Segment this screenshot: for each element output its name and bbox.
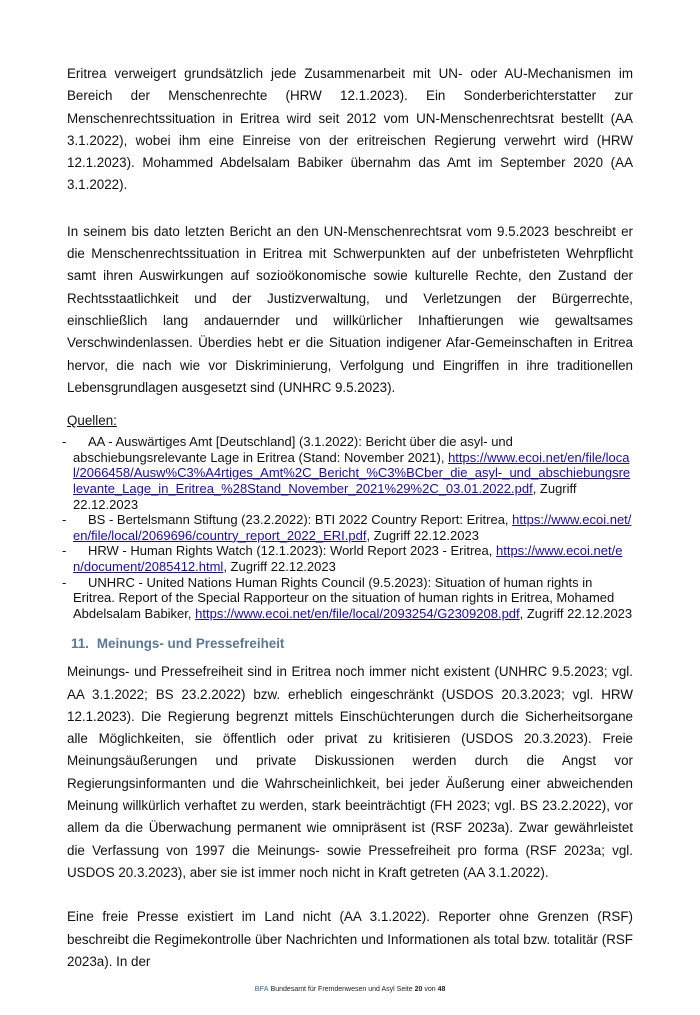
source-text: BS - Bertelsmann Stiftung (23.2.2022): BTI 2022 Country Report: Eritrea, [88, 512, 509, 528]
source-link[interactable]: https://www.ecoi.net/en/file/local/2093254/G2309208.pdf [195, 605, 520, 621]
sources-heading: Quellen: [67, 413, 117, 429]
source-item [62, 434, 633, 512]
page-footer [67, 985, 633, 995]
source-access: , Zugriff 22.12.2023 [366, 527, 479, 543]
list-dash: - [62, 574, 67, 590]
source-text: HRW - Human Rights Watch (12.1.2023): World Report 2023 - Eritrea, [88, 543, 493, 559]
footer-agency: Bundesamt für Fremdenwesen und Asyl [270, 986, 395, 994]
bfa-logo: BFA [254, 986, 269, 994]
section-number: 11. [71, 636, 89, 652]
footer-page-label: Seite [396, 986, 413, 994]
paragraph-special-rapporteur: Eritrea verweigert grundsätzlich jede Zusammenarbeit mit UN- oder AU-Mechanismen im Bereich der Menschenrechte (HRW 12.1.2023). Ein Sonderberichterstatter zur Menschenrechtssituation in Eritrea wird seit 2012 vom UN-Menschenrechtsrat bestellt (AA 3.1.2022), wobei ihm eine Einreise von der eritreischen Regierung verwehrt wird (HRW 12.1.2023). Mohammed Abdelsalam Babiker übernahm das Amt im September 2020 (AA 3.1.2022). [67, 66, 633, 193]
list-dash: - [62, 434, 67, 450]
list-dash: - [62, 512, 67, 528]
section-title: Meinungs- und Pressefreiheit [96, 636, 285, 652]
paragraph-freedom-of-expression: Meinungs- und Pressefreiheit sind in Eritrea noch immer nicht existent (UNHRC 9.5.2023; vgl. AA 3.1.2022; BS 23.2.2022) bzw. erheblich eingeschränkt (USDOS 20.3.2023; vgl. HRW 12.1.2023). Die Regierung begrenzt mittels Einschüchterungen durch die Sicherheitsorgane alle Möglichkeiten, sie öffentlich oder privat zu kritisieren (USDOS 20.3.2023). Freie Meinungsäußerungen und private Diskussionen werden durch die Angst vor Regierungsinformanten und die Wahrscheinlichkeit, bei jeder Äußerung einer abweichenden Meinung willkürlich verhaftet zu werden, stark beeinträchtigt (FH 2023; vgl. BS 23.2.2022), vor allem da die Überwachung permanent wie omnipräsent ist (RSF 2023a). Zwar gewährleistet die Verfassung von 1997 die Meinungs- sowie Pressefreiheit pro forma (RSF 2023a; vgl. USDOS 20.3.2023), aber sie ist immer noch nicht in Kraft getreten (AA 3.1.2022). [67, 664, 633, 880]
source-text: UNHRC - United Nations Human Rights Council (9.5.2023): Situation of human rights in Eritrea. Report of the Special Rapporteur on the situation of human rights in Eritrea, Mohamed Abdelsalam Babiker, [73, 574, 615, 621]
footer-page-number: 20 [414, 986, 423, 994]
source-link[interactable]: https://www.ecoi.net/en/file/local/2066458/Ausw%C3%A4rtiges_Amt%2C_Bericht_%C3%BCber_die_asyl-_und_abschiebungsrelevante_Lage_in_Eritrea_%28Stand_November_2021%29%2C_03.01.2022.pdf [73, 449, 631, 496]
source-access: , Zugriff 22.12.2023 [519, 605, 633, 621]
footer-of-label: von [424, 986, 436, 994]
source-item [62, 543, 633, 574]
footer-page-total: 48 [437, 986, 446, 994]
source-access: , Zugriff 22.12.2023 [73, 480, 577, 512]
source-link[interactable]: https://www.ecoi.net/en/file/local/2069696/country_report_2022_ERI.pdf [73, 512, 632, 543]
section-heading [71, 635, 633, 653]
source-item [62, 574, 633, 622]
paragraph-report: In seinem bis dato letzten Bericht an den UN-Menschenrechtsrat vom 9.5.2023 beschreibt er die Menschenrechtssituation in Eritrea mit Schwerpunkten auf der unbefristeten Wehrpflicht samt ihren Auswirkungen auf sozioökonomische sowie kulturelle Rechte, den Zustand der Rechtsstaatlichkeit und der Justizverwaltung, und Verletzungen der Bürgerrechte, einschließlich lang andauernder und willkürlicher Inhaftierungen wie gewaltsames Verschwindenlassen. Überdies hebt er die Situation indigener Afar-Gemeinschaften in Eritrea hervor, die nach wie vor Diskriminierung, Verfolgung und Eingriffen in ihre traditionellen Lebensgrundlagen ausgesetzt sind (UNHRC 9.5.2023). [67, 223, 633, 395]
source-link[interactable]: https://www.ecoi.net/en/document/2085412.html [73, 543, 623, 574]
sources-list [62, 434, 633, 621]
source-item [62, 512, 633, 543]
source-text: AA - Auswärtiges Amt [Deutschland] (3.1.2022): Bericht über die asyl- und abschiebungsrelevante Lage in Eritrea (Stand: November 2021), [73, 434, 513, 465]
source-access: , Zugriff 22.12.2023 [223, 558, 336, 574]
paragraph-free-press: Eine freie Presse existiert im Land nicht (AA 3.1.2022). Reporter ohne Grenzen (RSF) beschreibt die Regimekontrolle über Nachrichten und Informationen als total bzw. totalitär (RSF 2023a). In der [67, 909, 633, 969]
list-dash: - [62, 543, 67, 559]
